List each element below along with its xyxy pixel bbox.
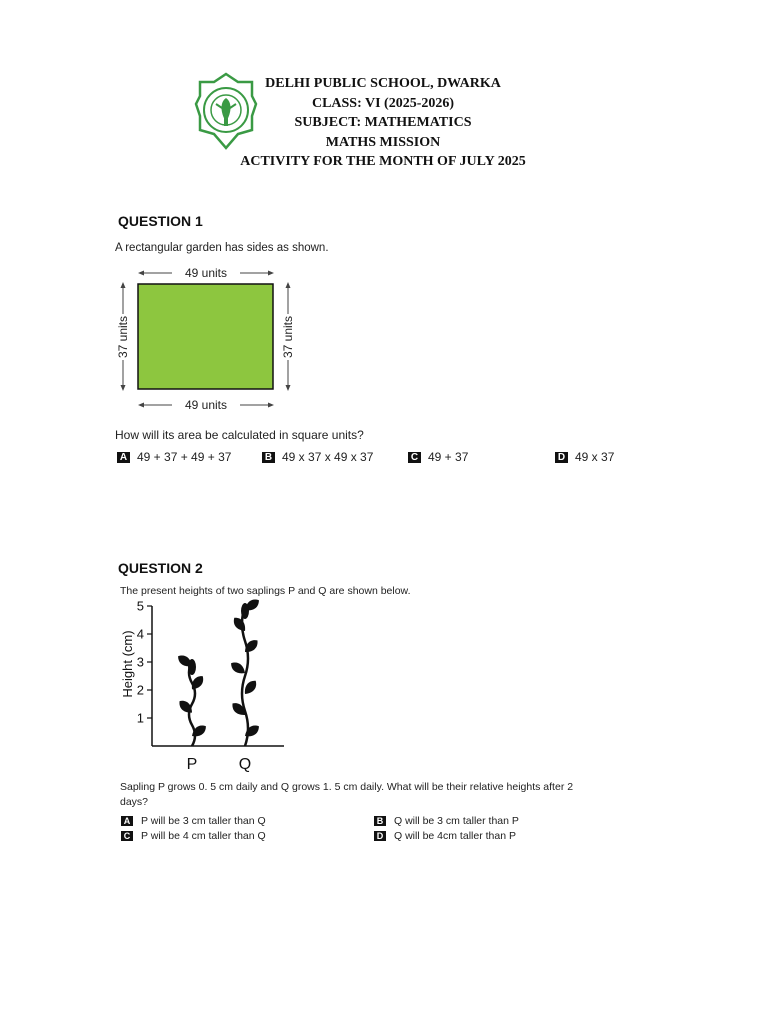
sapling-q-bud (241, 603, 249, 619)
q1-option-b[interactable] (262, 450, 373, 464)
question-2-title: QUESTION 2 (118, 560, 203, 576)
sapling-p-leaf (176, 698, 195, 716)
school-name: DELHI PUBLIC SCHOOL, DWARKA (265, 76, 501, 91)
garden-figure (112, 262, 312, 423)
category-label-p: P (186, 756, 198, 773)
option-letter-badge: A (121, 816, 133, 826)
top-side-label: 49 units (184, 266, 228, 280)
option-text: Q will be 4cm taller than P (394, 830, 516, 842)
q1-option-c[interactable] (408, 450, 468, 464)
garden-rectangle (138, 284, 273, 389)
q2-option-b[interactable] (374, 815, 519, 827)
q2-option-a[interactable] (121, 815, 266, 827)
option-letter-badge: C (408, 452, 421, 463)
question-2-prompt-line1: Sapling P grows 0. 5 cm daily and Q grows 1. 5 cm daily. What will be their relative heights after 2 (120, 781, 574, 793)
option-text: P will be 3 cm taller than Q (141, 815, 266, 827)
y-axis-label: Height (cm) (120, 630, 135, 698)
q1-option-a[interactable] (117, 450, 231, 464)
left-side-label: 37 units (116, 315, 130, 359)
option-text: 49 + 37 + 49 + 37 (137, 450, 232, 464)
sapling-p-plant (175, 653, 208, 746)
y-tick-label: 4 (136, 626, 144, 642)
option-text: Q will be 3 cm taller than P (394, 815, 519, 827)
question-1-title: QUESTION 1 (118, 213, 203, 229)
y-tick-label: 1 (136, 710, 144, 726)
sapling-chart (112, 598, 292, 778)
right-side-label: 37 units (281, 315, 295, 359)
option-letter-badge: B (374, 816, 386, 826)
q2-option-d[interactable] (374, 830, 516, 842)
option-letter-badge: D (374, 831, 386, 841)
sapling-q-leaf (242, 723, 261, 740)
question-1-prompt: How will its area be calculated in square units? (115, 428, 364, 442)
option-text: P will be 4 cm taller than Q (141, 830, 266, 842)
y-tick-label: 3 (136, 654, 144, 670)
category-label-q: Q (238, 756, 252, 773)
activity-line: ACTIVITY FOR THE MONTH OF JULY 2025 (240, 154, 526, 169)
option-letter-badge: A (117, 452, 130, 463)
class-line: CLASS: VI (2025-2026) (311, 95, 455, 111)
y-tick-label: 2 (136, 682, 144, 698)
bottom-side-label: 49 units (184, 398, 228, 412)
q1-option-d[interactable] (555, 450, 614, 464)
option-text: 49 + 37 (428, 450, 469, 464)
sapling-p-bud (188, 659, 196, 675)
question-2-intro: The present heights of two saplings P and Q are shown below. (120, 585, 411, 597)
sapling-q-plant (228, 598, 261, 746)
question-2-prompt-line2: days? (120, 796, 149, 808)
mission-line: MATHS MISSION (325, 134, 441, 150)
document-header (200, 74, 566, 172)
q2-option-c[interactable] (121, 830, 266, 842)
option-text: 49 x 37 (575, 450, 615, 464)
option-text: 49 x 37 x 49 x 37 (282, 450, 374, 464)
option-letter-badge: C (121, 831, 133, 841)
option-letter-badge: B (262, 452, 275, 463)
question-1-intro: A rectangular garden has sides as shown. (115, 242, 329, 254)
y-tick-label: 5 (136, 598, 144, 614)
subject-line: SUBJECT: MATHEMATICS (294, 115, 472, 130)
option-letter-badge: D (555, 452, 568, 463)
